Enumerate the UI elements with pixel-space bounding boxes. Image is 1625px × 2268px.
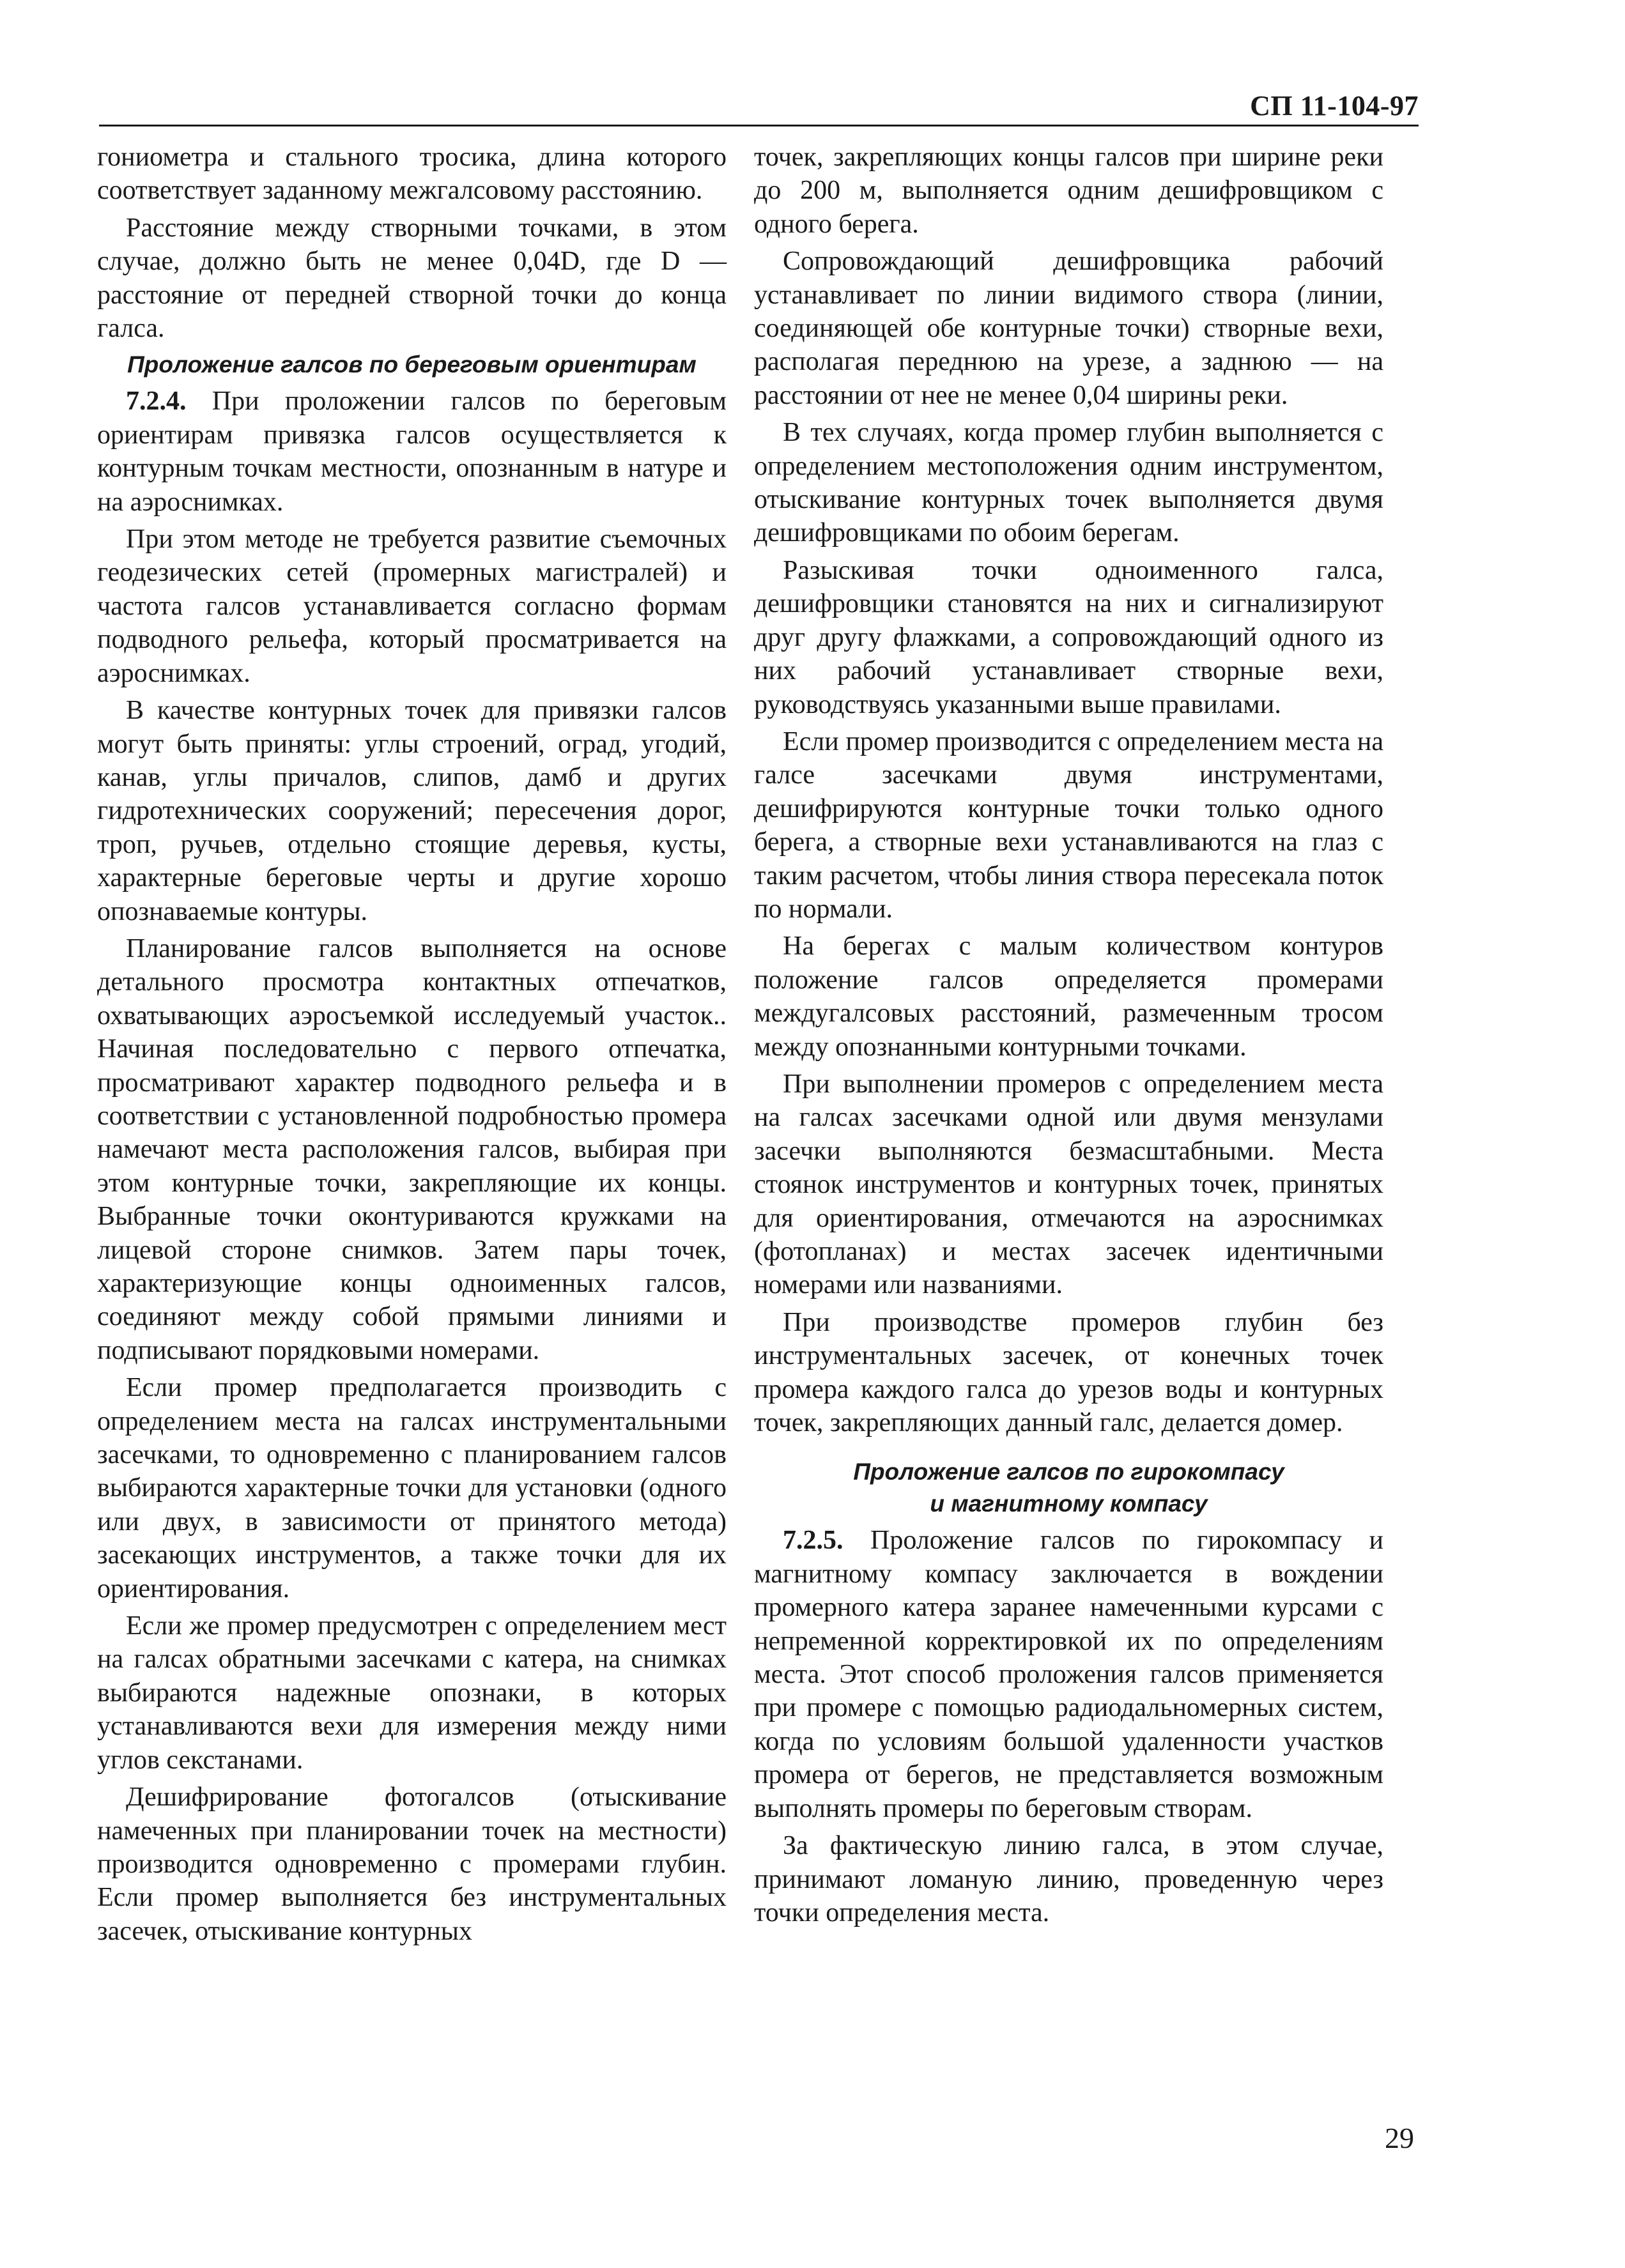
paragraph: В качестве контурных точек для привязки галсов могут быть приняты: углы строений, оград, угодий, канав, углы причалов, слипов, дамб и других гидротехнических сооружений; пересечения дорог, троп, ручьев, отдельно стоящие деревья, кусты, характерные береговые черты и другие хорошо опознаваемые контуры. — [97, 696, 727, 926]
paragraph: При этом методе не требуется развитие съемочных геодезических сетей (промерных магистралей) и частота галсов устанавливается согласно формам подводного рельефа, который просматривается на аэроснимках. — [97, 525, 727, 688]
document-code: СП 11-104-97 — [1250, 90, 1419, 121]
heading-line: и магнитному компасу — [930, 1490, 1208, 1517]
paragraph: Если промер производится с определением места на галсе засечками двумя инструментами, дешифрируются контурные точки только одного берега, а створные вехи устанавливаются на глаз с таким расчетом, чтобы линия створа пересекала поток по нормали. — [754, 726, 1383, 924]
paragraph: Дешифрирование фотогалсов (отыскивание намеченных при планировании точек на местности) производится одновременно с промерами глубин. Если промер выполняется без инструментальных засечек, отыскивание контурных — [97, 1782, 727, 1946]
heading-line: Проложение галсов по гирокомпасу — [853, 1459, 1284, 1485]
paragraph: Разыскивая точки одноименного галса, дешифровщики становятся на них и сигнализируют друг другу флажками, а сопровождающий одного из них рабочий устанавливает створные вехи, руководствуясь указанными выше правилами. — [754, 555, 1383, 719]
clause-number: 7.2.4. — [126, 387, 187, 417]
paragraph: При производстве промеров глубин без инструментальных засечек, от конечных точек промера каждого галса до урезов воды и контурных точек, закрепляющих данный галс, делается домер. — [754, 1307, 1383, 1438]
left-column — [97, 141, 727, 1952]
paragraph: В тех случаях, когда промер глубин выполняется с определением местоположения одним инструментом, отыскивание контурных точек выполняется двумя дешифровщиками по обоим берегам. — [754, 418, 1383, 548]
paragraph: За фактическую линию галса, в этом случае, принимают ломаную линию, проведенную через точки определения места. — [754, 1831, 1383, 1927]
paragraph: Расстояние между створными точками, в этом случае, должно быть не менее 0,04D, где D — расстояние от передней створной точки до конца галса. — [97, 213, 727, 344]
spacer — [754, 1443, 1383, 1456]
section-heading — [754, 1456, 1383, 1520]
paragraph: На берегах с малым количеством контуров положение галсов определяется промерами междугалсовых расстояний, размеченным тросом между опознанными контурными точками. — [754, 931, 1383, 1062]
clause-paragraph — [754, 1524, 1383, 1825]
paragraph: точек, закрепляющих концы галсов при ширине реки до 200 м, выполняется одним дешифровщиком с одного берега. — [754, 142, 1383, 239]
paragraph: При выполнении промеров с определением места на галсах засечками одной или двумя мензулами засечки выполняются безмасштабными. Места стоянок инструментов и контурных точек, принятых для ориентирования, отмечаются на аэроснимках (фотопланах) и местах засечек идентичными номерами или названиями. — [754, 1069, 1383, 1300]
section-heading: Проложение галсов по береговым ориентирам — [127, 351, 697, 378]
clause-text: Проложение галсов по гирокомпасу и магнитному компасу заключается в вождении промерного катера заранее намеченными курсами с непременной корректировкой их по определениям места. Этот способ проложения галсов применяется при промере с помощью радиодальномерных систем, когда по условиям большой удаленности участков промера от берегов, не представляется возможным выполнять промеры по береговым створам. — [754, 1526, 1383, 1823]
paragraph: Сопровождающий дешифровщика рабочий устанавливает по линии видимого створа (линии, соединяющей обе контурные точки) створные вехи, располагая переднюю на урезе, а заднюю — на расстоянии от нее не менее 0,04 ширины реки. — [754, 247, 1383, 410]
paragraph: Планирование галсов выполняется на основе детального просмотра контактных отпечатков, охватывающих аэросъемкой исследуемый участок.. Начиная последовательно с первого отпечатка, просматривают характер подводного рельефа и в соответствии с установленной подробностью промера намечают места расположения галсов, выбирая при этом контурные точки, закрепляющие их концы. Выбранные точки оконтуриваются кружками на лицевой стороне снимков. Затем пары точек, характеризующие концы одноименных галсов, соединяют между собой прямыми линиями и подписывают порядковыми номерами. — [97, 933, 727, 1365]
page-header — [99, 80, 1419, 126]
page-number: 29 — [1385, 2122, 1414, 2154]
clause-paragraph — [97, 385, 727, 519]
paragraph: гониометра и стального тросика, длина которого соответствует заданному межгалсовому расстоянию. — [97, 142, 727, 206]
clause-number: 7.2.5. — [783, 1526, 843, 1556]
paragraph: Если же промер предусмотрен с определением мест на галсах обратными засечками с катера, на снимках выбираются надежные опознаки, в которых устанавливаются вехи для измерения между ними углов секстанами. — [97, 1611, 727, 1775]
paragraph: Если промер предполагается производить с определением места на галсах инструментальными засечками, то одновременно с планированием галсов выбираются характерные точки для установки (одного или двух, в зависимости от принятого метода) засекающих инструментов, а также точки для их ориентирования. — [97, 1373, 727, 1604]
right-column — [754, 141, 1383, 1933]
clause-text: При проложении галсов по береговым ориентирам привязка галсов осуществляется к контурным точкам местности, опознанным в натуре и на аэроснимках. — [97, 387, 727, 517]
